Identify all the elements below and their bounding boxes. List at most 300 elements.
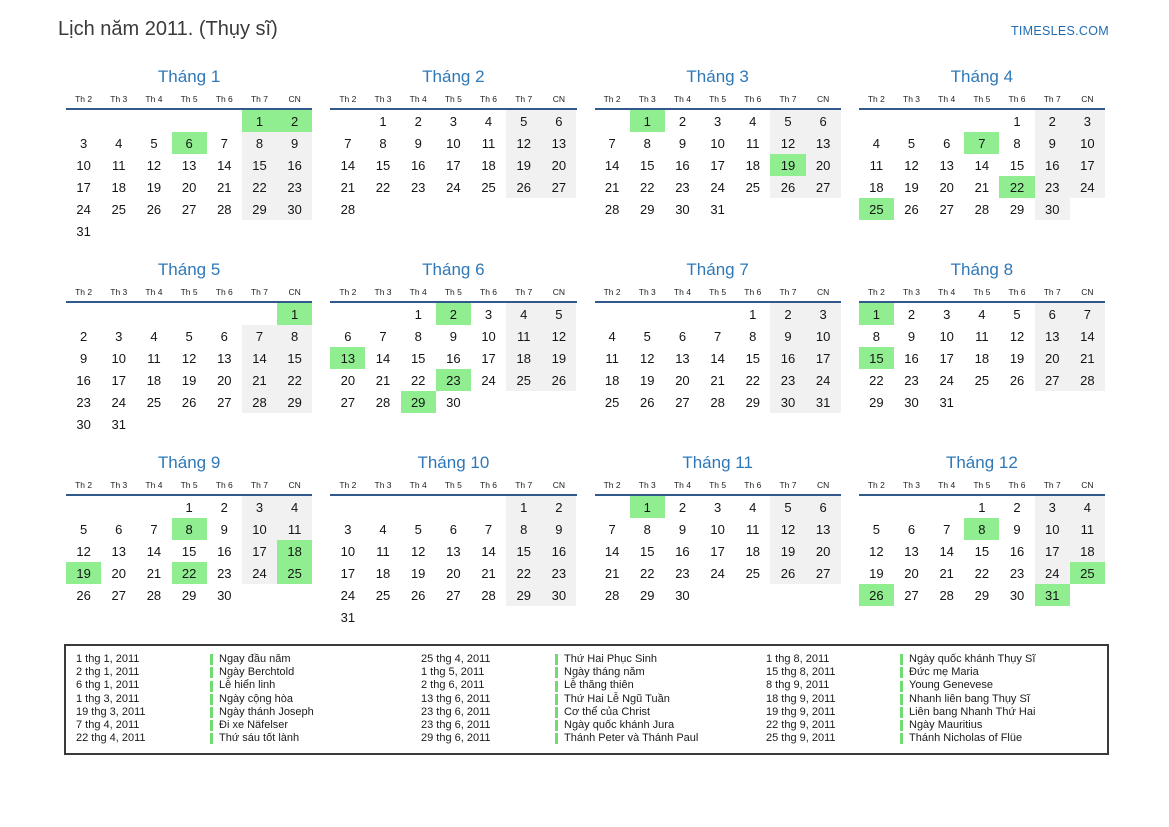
day-cell: 9: [1013, 521, 1021, 537]
legend-entry-name: [555, 732, 698, 745]
day-cell: 29: [181, 587, 197, 603]
empty-cell: [964, 391, 999, 413]
day-cell: 23: [217, 565, 232, 581]
day-cell: 6: [678, 328, 687, 344]
day-cell: 14: [217, 157, 232, 173]
day-cell: 28: [604, 201, 620, 217]
day-cell: 21: [146, 565, 162, 581]
day-cell: 1: [185, 499, 193, 515]
day-cell: 5: [770, 110, 805, 132]
legend-entry-name: [555, 666, 645, 679]
legend-entry-date: 8 thg 9, 2011: [766, 679, 830, 692]
weekday-header: Th 7: [1043, 480, 1061, 490]
month-title: Tháng 11: [682, 453, 753, 472]
day-cell: 13: [111, 543, 126, 559]
day-cell: 2: [1035, 110, 1070, 132]
day-cell: 6: [806, 496, 841, 518]
day-cell: 17: [1035, 540, 1070, 562]
weekday-header: Th 5: [444, 480, 462, 490]
day-cell: 9: [678, 135, 687, 151]
holiday-tick-icon: [210, 667, 213, 678]
day-cell: 1: [242, 110, 277, 132]
day-cell: 29: [974, 587, 990, 603]
day-cell: 2: [678, 499, 687, 515]
day-cell: 24: [446, 179, 461, 195]
legend-entry: [762, 706, 1103, 719]
month-block: [330, 260, 576, 435]
day-cell: 21: [242, 369, 277, 391]
weekday-header: Th 3: [110, 287, 128, 297]
month-title: Tháng 4: [950, 67, 1014, 86]
legend-entry: [417, 706, 758, 719]
day-cell: 7: [714, 328, 722, 344]
day-cell: 1: [1013, 113, 1021, 129]
weekday-header: Th 7: [250, 94, 268, 104]
empty-cell: [401, 496, 436, 518]
legend-entry-date: 15 thg 8, 2011: [766, 666, 836, 679]
legend-entry-date: 25 thg 4, 2011: [421, 653, 491, 665]
weekday-header: Th 6: [480, 287, 498, 297]
day-cell: 1: [978, 499, 986, 515]
day-cell: 10: [710, 135, 725, 151]
day-cell: 11: [746, 521, 760, 537]
holiday-tick-icon: [900, 681, 903, 692]
day-cell: 27: [806, 562, 841, 584]
holiday-tick-icon: [210, 707, 213, 718]
empty-cell: [277, 413, 312, 435]
day-cell: 30: [675, 201, 690, 217]
day-cell: 18: [974, 350, 990, 366]
weekday-header-row: [859, 480, 1105, 496]
day-cell: 25: [506, 369, 541, 391]
day-cell: 3: [242, 496, 277, 518]
day-cell: 11: [376, 543, 390, 559]
day-cell: 24: [242, 562, 277, 584]
day-cell: 8: [1013, 135, 1021, 151]
day-cell: 19: [66, 562, 101, 584]
day-cell: 9: [79, 350, 88, 366]
weekday-header: Th 7: [515, 480, 533, 490]
day-cell: 1: [630, 496, 665, 518]
empty-cell: [894, 110, 929, 132]
day-cell: 20: [446, 565, 461, 581]
day-cell: 3: [344, 521, 352, 537]
day-cell: 1: [414, 306, 422, 322]
weekday-header: Th 5: [973, 287, 991, 297]
day-cell: 9: [770, 325, 805, 347]
weekday-header-row: [330, 480, 576, 496]
holiday-tick-icon: [900, 694, 903, 705]
day-cell: 27: [1035, 369, 1070, 391]
day-cell: 29: [1009, 201, 1025, 217]
weekday-header: Th 4: [409, 287, 427, 297]
holiday-tick-icon: [555, 681, 558, 692]
legend-entry-label: Lễ hiển linh: [219, 679, 276, 692]
day-cell: 2: [277, 110, 312, 132]
day-cell: 20: [541, 154, 576, 176]
weekday-header: CN: [288, 94, 301, 104]
empty-cell: [999, 391, 1034, 413]
day-cell: 30: [217, 587, 232, 603]
day-cell: 22: [172, 562, 207, 584]
day-cell: 28: [481, 587, 496, 603]
weekday-header: Th 6: [215, 480, 233, 490]
day-cell: 28: [1070, 369, 1105, 391]
day-cell: 25: [974, 372, 990, 388]
legend-entry: [72, 653, 413, 666]
day-cell: 15: [277, 347, 312, 369]
day-cell: 13: [181, 157, 197, 173]
day-cell: 20: [675, 372, 690, 388]
empty-cell: [66, 110, 101, 132]
day-cell: 12: [76, 543, 91, 559]
day-cell: 3: [484, 306, 493, 322]
day-cell: 27: [181, 201, 197, 217]
day-cell: 10: [446, 135, 461, 151]
day-cell: 14: [710, 350, 725, 366]
legend-entry: [72, 679, 413, 692]
day-cell: 6: [344, 328, 352, 344]
day-cell: 26: [76, 587, 91, 603]
day-cell: 29: [640, 201, 655, 217]
day-cell: 12: [506, 132, 541, 154]
weekday-header: Th 3: [638, 94, 656, 104]
empty-cell: [1070, 391, 1105, 413]
months-grid: [66, 67, 1105, 628]
day-grid: [66, 110, 312, 242]
empty-cell: [436, 606, 471, 628]
weekday-header: Th 5: [709, 287, 727, 297]
day-cell: 21: [604, 179, 620, 195]
legend-entry: [417, 679, 758, 692]
day-cell: 12: [770, 132, 805, 154]
day-cell: 13: [675, 350, 690, 366]
empty-cell: [770, 198, 805, 220]
legend-entry-name: [210, 719, 288, 732]
day-cell: 4: [277, 496, 312, 518]
weekday-header: Th 4: [673, 480, 691, 490]
day-cell: 2: [436, 303, 471, 325]
legend-entry-label: Ngày tháng năm: [564, 666, 645, 679]
weekday-header: Th 7: [250, 287, 268, 297]
day-cell: 8: [964, 518, 999, 540]
holiday-tick-icon: [210, 694, 213, 705]
empty-cell: [207, 413, 242, 435]
day-cell: 17: [481, 350, 496, 366]
day-cell: 9: [541, 518, 576, 540]
day-cell: 26: [770, 176, 805, 198]
weekday-header: Th 2: [75, 287, 93, 297]
legend-entry: [417, 653, 758, 666]
weekday-header-row: [330, 94, 576, 110]
day-cell: 8: [242, 132, 277, 154]
empty-cell: [595, 496, 630, 518]
legend-entry: [72, 706, 413, 719]
day-cell: 30: [1009, 587, 1025, 603]
day-cell: 29: [745, 394, 761, 410]
legend-entry-name: [555, 719, 674, 732]
day-cell: 26: [181, 394, 197, 410]
day-cell: 6: [449, 521, 457, 537]
day-cell: 21: [481, 565, 496, 581]
weekday-header: Th 6: [215, 94, 233, 104]
day-cell: 6: [115, 521, 123, 537]
empty-cell: [806, 198, 841, 220]
day-cell: 2: [1013, 499, 1021, 515]
weekday-header: CN: [288, 287, 301, 297]
page-header: [0, 0, 1169, 41]
empty-cell: [471, 391, 506, 413]
month-block: [859, 67, 1105, 242]
day-cell: 15: [181, 543, 197, 559]
legend-entry: [762, 666, 1103, 679]
day-cell: 8: [379, 135, 387, 151]
weekday-header: Th 2: [867, 94, 885, 104]
legend-entry-label: Thứ sáu tốt lành: [219, 732, 300, 745]
day-cell: 28: [242, 391, 277, 413]
empty-cell: [436, 496, 471, 518]
empty-cell: [630, 303, 665, 325]
day-cell: 18: [481, 157, 496, 173]
day-cell: 14: [1070, 325, 1105, 347]
day-cell: 8: [277, 325, 312, 347]
day-cell: 27: [111, 587, 126, 603]
day-cell: 10: [1035, 518, 1070, 540]
day-cell: 4: [1070, 496, 1105, 518]
empty-cell: [66, 303, 101, 325]
month-title: Tháng 1: [157, 67, 221, 86]
legend-entry-label: Thứ Hai Lễ Ngũ Tuần: [564, 692, 670, 705]
legend-entry-date: 1 thg 1, 2011: [76, 653, 140, 665]
empty-cell: [541, 391, 576, 413]
empty-cell: [207, 110, 242, 132]
day-cell: 17: [710, 543, 725, 559]
day-cell: 7: [379, 328, 387, 344]
day-cell: 16: [675, 157, 690, 173]
day-cell: 11: [605, 350, 619, 366]
month-block: [595, 67, 841, 242]
day-cell: 3: [1035, 496, 1070, 518]
empty-cell: [471, 606, 506, 628]
day-cell: 15: [506, 540, 541, 562]
day-cell: 18: [745, 543, 761, 559]
day-cell: 27: [806, 176, 841, 198]
empty-cell: [735, 198, 770, 220]
day-cell: 14: [242, 347, 277, 369]
weekday-header: Th 3: [903, 480, 921, 490]
legend-entry: [72, 693, 413, 706]
weekday-header: CN: [552, 94, 566, 104]
legend-entry-label: Liên bang Nhanh Thứ Hai: [909, 705, 1036, 718]
legend-entry-label: Thánh Peter và Thánh Paul: [564, 732, 699, 745]
empty-cell: [101, 303, 136, 325]
legend-entry-date: 19 thg 3, 2011: [76, 705, 146, 718]
weekday-header: CN: [817, 94, 830, 104]
weekday-header: Th 3: [638, 480, 656, 490]
day-cell: 11: [112, 157, 126, 173]
day-cell: 27: [904, 587, 919, 603]
day-cell: 12: [770, 518, 805, 540]
weekday-header: Th 5: [709, 480, 727, 490]
empty-cell: [207, 303, 242, 325]
day-cell: 14: [939, 543, 954, 559]
day-cell: 5: [506, 110, 541, 132]
legend-entry-label: Ngày Mauritius: [909, 719, 983, 732]
day-cell: 14: [604, 543, 620, 559]
day-cell: 20: [1035, 347, 1070, 369]
day-cell: 2: [678, 113, 687, 129]
day-cell: 15: [640, 157, 655, 173]
weekday-header: Th 5: [973, 94, 991, 104]
weekday-header: Th 2: [603, 480, 621, 490]
day-cell: 14: [604, 157, 620, 173]
legend-entry-label: Thánh Nicholas of Flüe: [909, 732, 1023, 745]
day-cell: 7: [943, 521, 951, 537]
day-cell: 8: [506, 518, 541, 540]
day-cell: 13: [541, 132, 576, 154]
day-cell: 27: [340, 394, 356, 410]
holiday-tick-icon: [210, 733, 213, 744]
weekday-header: Th 3: [110, 480, 128, 490]
weekday-header: Th 2: [867, 480, 885, 490]
weekday-header: Th 4: [673, 94, 691, 104]
day-cell: 25: [604, 394, 620, 410]
day-cell: 4: [749, 113, 757, 129]
month-block: [859, 453, 1105, 628]
day-cell: 4: [379, 521, 387, 537]
holiday-tick-icon: [900, 720, 903, 731]
day-cell: 20: [806, 154, 841, 176]
legend-entry-label: Thứ Hai Phục Sinh: [564, 653, 657, 665]
legend-entry-date: 25 thg 9, 2011: [766, 732, 836, 745]
day-cell: 8: [872, 328, 880, 344]
day-cell: 22: [506, 562, 541, 584]
weekday-header: Th 5: [180, 94, 198, 104]
legend-entry-label: Ngay đầu năm: [219, 653, 291, 665]
legend-entry-label: Lễ thăng thiên: [564, 679, 634, 692]
day-cell: 18: [146, 372, 162, 388]
day-cell: 14: [375, 350, 391, 366]
weekday-header: Th 5: [180, 480, 198, 490]
weekday-header: Th 3: [638, 287, 656, 297]
day-cell: 7: [344, 135, 352, 151]
day-cell: 22: [869, 372, 884, 388]
day-cell: 27: [541, 176, 576, 198]
site-link[interactable]: TIMESLES.COM: [1010, 24, 1109, 38]
day-cell: 9: [220, 521, 228, 537]
day-cell: 6: [172, 132, 207, 154]
day-cell: 17: [242, 540, 277, 562]
holiday-tick-icon: [555, 733, 558, 744]
day-cell: 24: [1035, 562, 1070, 584]
holiday-tick-icon: [555, 720, 558, 731]
day-cell: 8: [172, 518, 207, 540]
holiday-tick-icon: [900, 733, 903, 744]
day-cell: 20: [111, 565, 126, 581]
weekday-header: CN: [817, 287, 830, 297]
weekday-header: Th 7: [779, 480, 797, 490]
day-cell: 23: [904, 372, 919, 388]
holiday-tick-icon: [900, 667, 903, 678]
day-cell: 18: [869, 179, 884, 195]
day-cell: 4: [484, 113, 493, 129]
legend-entry-label: Đi xe Näfelser: [219, 719, 289, 732]
weekday-header: Th 2: [339, 480, 357, 490]
legend-entry-name: [555, 693, 670, 706]
day-cell: 20: [904, 565, 919, 581]
legend-entry-date: 23 thg 6, 2011: [421, 719, 491, 732]
weekday-header: Th 3: [110, 94, 128, 104]
day-cell: 27: [675, 394, 690, 410]
empty-cell: [172, 110, 207, 132]
legend-entry-name: [555, 706, 650, 719]
day-cell: 4: [608, 328, 616, 344]
day-cell: 5: [907, 135, 916, 151]
day-cell: 7: [484, 521, 493, 537]
weekday-header: Th 3: [374, 94, 392, 104]
day-cell: 15: [1009, 157, 1025, 173]
day-cell: 22: [277, 369, 312, 391]
day-cell: 6: [1035, 303, 1070, 325]
empty-cell: [929, 496, 964, 518]
day-cell: 10: [1070, 132, 1105, 154]
weekday-header: Th 3: [903, 287, 921, 297]
weekday-header: Th 7: [779, 94, 797, 104]
empty-cell: [242, 220, 277, 242]
day-cell: 27: [217, 394, 232, 410]
legend-entry-name: [900, 679, 993, 692]
day-cell: 23: [541, 562, 576, 584]
empty-cell: [859, 110, 894, 132]
day-cell: 16: [446, 350, 461, 366]
day-cell: 5: [643, 328, 651, 344]
legend-entry: [417, 732, 758, 745]
day-cell: 29: [242, 198, 277, 220]
legend-entry-name: [900, 732, 1022, 745]
day-cell: 31: [939, 394, 954, 410]
day-cell: 14: [481, 543, 496, 559]
day-cell: 3: [449, 113, 457, 129]
day-cell: 5: [185, 328, 193, 344]
day-cell: 12: [410, 543, 426, 559]
day-cell: 7: [964, 132, 999, 154]
day-cell: 28: [974, 201, 990, 217]
day-cell: 12: [640, 350, 655, 366]
day-cell: 5: [541, 303, 576, 325]
day-cell: 30: [904, 394, 919, 410]
day-cell: 7: [150, 521, 158, 537]
legend-entry-label: Cơ thể của Christ: [564, 705, 651, 718]
day-cell: 1: [277, 303, 312, 325]
day-cell: 25: [1070, 562, 1105, 584]
empty-cell: [242, 413, 277, 435]
weekday-header-row: [66, 287, 312, 303]
weekday-header: Th 5: [444, 287, 462, 297]
day-cell: 13: [806, 518, 841, 540]
legend-entry: [72, 719, 413, 732]
empty-cell: [506, 198, 541, 220]
holiday-tick-icon: [555, 707, 558, 718]
day-cell: 4: [506, 303, 541, 325]
weekday-header: Th 6: [1008, 480, 1026, 490]
legend-entry-date: 22 thg 9, 2011: [766, 719, 836, 732]
day-cell: 16: [217, 543, 232, 559]
day-cell: 25: [111, 201, 126, 217]
day-cell: 20: [939, 179, 954, 195]
day-cell: 4: [150, 328, 158, 344]
day-cell: 28: [710, 394, 725, 410]
empty-cell: [506, 606, 541, 628]
